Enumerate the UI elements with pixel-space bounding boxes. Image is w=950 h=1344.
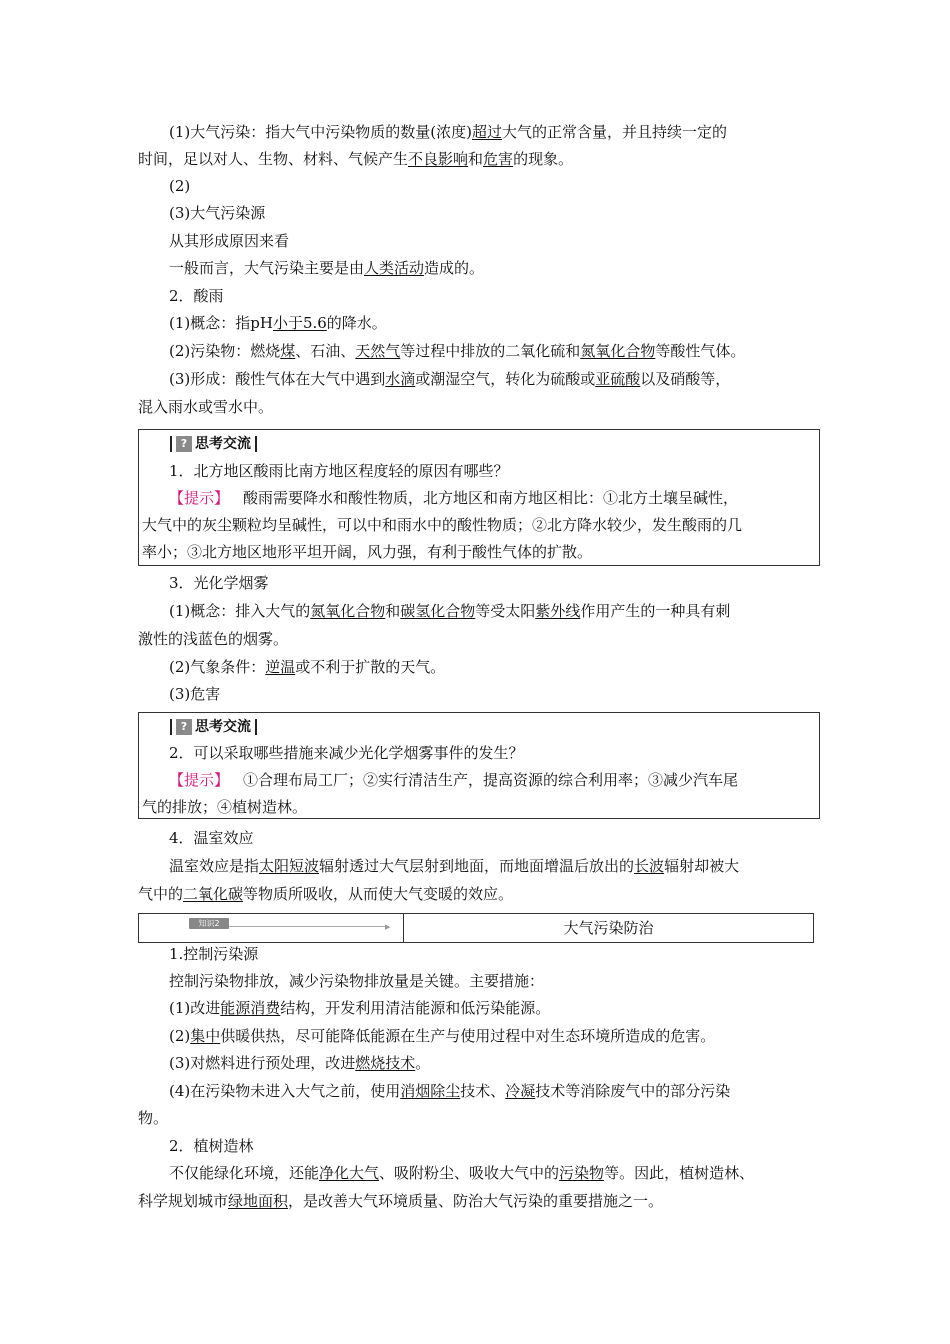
bar-icon xyxy=(255,719,257,735)
answer-blank: 二氧化碳 xyxy=(183,885,244,903)
question-icon: ? xyxy=(176,719,192,735)
paragraph-line: (3)对燃料进行预处理，改进燃烧技术。 xyxy=(169,1054,431,1072)
paragraph-line: (1)改进能源消费结构，开发利用清洁能源和低污染能源。 xyxy=(169,999,551,1017)
paragraph-line: 时间，足以对人、生物、材料、气候产生不良影响和危害的现象。 xyxy=(138,150,574,168)
section-heading-control-source: 1.控制污染源 xyxy=(169,945,259,963)
answer-blank: 氮氧化合物 xyxy=(310,602,386,620)
paragraph-line: (2)污染物：燃烧煤、石油、天然气等过程中排放的二氧化硫和氮氧化合物等酸性气体。 xyxy=(169,342,746,360)
section-heading-acid-rain: 2．酸雨 xyxy=(169,287,224,305)
answer-blank: 氮氧化合物 xyxy=(580,342,656,360)
box-header xyxy=(169,718,258,736)
paragraph-air-pollution-definition: (1)大气污染：指大气中污染物质的数量(浓度)超过大气的正常含量，并且持续一定的 xyxy=(169,123,727,141)
answer-blank: 集中 xyxy=(190,1027,221,1045)
knowledge-tag-cell xyxy=(139,914,404,942)
paragraph-line: 物。 xyxy=(138,1109,169,1127)
tip-label: 【提示】 xyxy=(169,489,230,507)
section-heading-afforestation: 2．植树造林 xyxy=(169,1137,254,1155)
question-1: 1．北方地区酸雨比南方地区程度轻的原因有哪些？ xyxy=(169,462,509,480)
paragraph-line: (1)概念：指pH小于5.6的降水。 xyxy=(169,314,387,332)
paragraph-line: 温室效应是指太阳短波辐射透过大气层射到地面，而地面增温后放出的长波辐射却被大 xyxy=(169,857,740,875)
answer-blank: 净化大气 xyxy=(319,1164,380,1182)
box-title: 思考交流 xyxy=(195,436,251,452)
tag-divider xyxy=(229,926,387,927)
paragraph-line: (3)危害 xyxy=(169,685,221,703)
paragraph-line: 不仅能绿化环境，还能净化大气、吸附粉尘、吸收大气中的污染物等。因此，植树造林、 xyxy=(169,1164,755,1182)
paragraph-item-2: (2) xyxy=(169,177,191,195)
answer-blank: 消烟除尘 xyxy=(400,1082,461,1100)
answer-blank: 紫外线 xyxy=(535,602,581,620)
answer-blank: 污染物 xyxy=(559,1164,605,1182)
section-heading-greenhouse-effect: 4．温室效应 xyxy=(169,829,254,847)
answer-blank: 天然气 xyxy=(355,342,401,360)
answer-blank: 逆温 xyxy=(265,658,296,676)
bar-icon xyxy=(170,719,172,735)
answer-blank: 不良影响 xyxy=(408,150,469,168)
paragraph-line: 控制污染物排放，减少污染物排放量是关键。主要措施： xyxy=(169,972,545,990)
question-icon: ? xyxy=(176,436,192,452)
answer-blank: 碳氢化合物 xyxy=(400,602,476,620)
question-2: 2．可以采取哪些措施来减少光化学烟雾事件的发生？ xyxy=(169,744,524,762)
answer-blank: 人类活动 xyxy=(364,259,425,277)
paragraph-line: (4)在污染物未进入大气之前，使用消烟除尘技术、冷凝技术等消除废气中的部分污染 xyxy=(169,1082,731,1100)
answer-blank: 燃烧技术 xyxy=(355,1054,416,1072)
answer-2-line: 气的排放；④植树造林。 xyxy=(142,798,308,816)
answer-blank: 小于5.6 xyxy=(272,314,327,332)
answer-blank: 煤 xyxy=(280,342,296,360)
answer-blank: 亚硫酸 xyxy=(595,370,641,388)
answer-1-line: 率小；③北方地区地形平坦开阔，风力强，有利于酸性气体的扩散。 xyxy=(142,543,593,561)
paragraph-line: (3)形成：酸性气体在大气中遇到水滴或潮湿空气，转化为硫酸或亚硫酸以及硝酸等， xyxy=(169,370,731,388)
bar-icon xyxy=(170,436,172,452)
answer-2-line: 【提示】 ①合理布局工厂；②实行清洁生产，提高资源的综合利用率；③减少汽车尾 xyxy=(169,771,739,789)
paragraph-line: (1)概念：排入大气的氮氧化合物和碳氢化合物等受太阳紫外线作用产生的一种具有刺 xyxy=(169,602,731,620)
paragraph-line: 从其形成原因来看 xyxy=(169,232,290,250)
answer-blank: 能源消费 xyxy=(220,999,281,1017)
knowledge-point-header-table xyxy=(138,913,814,943)
paragraph-pollution-source: (3)大气污染源 xyxy=(169,204,266,222)
answer-blank: 危害 xyxy=(483,150,514,168)
answer-blank: 绿地面积 xyxy=(228,1192,289,1210)
section-heading-photochemical-smog: 3．光化学烟雾 xyxy=(169,574,269,592)
answer-1-line: 【提示】 酸雨需要降水和酸性物质，北方地区和南方地区相比：①北方土壤呈碱性， xyxy=(169,489,739,507)
knowledge-tag: 知识2 xyxy=(189,918,229,929)
answer-1-line: 大气中的灰尘颗粒均呈碱性，可以中和雨水中的酸性物质；②北方降水较少，发生酸雨的几 xyxy=(142,516,743,534)
knowledge-title: 大气污染防治 xyxy=(563,919,654,937)
paragraph-line: 混入雨水或雪水中。 xyxy=(138,398,274,416)
answer-blank: 超过 xyxy=(471,123,502,141)
answer-blank: 冷凝 xyxy=(505,1082,536,1100)
bar-icon xyxy=(255,436,257,452)
answer-blank: 太阳短波 xyxy=(259,857,320,875)
paragraph-line: (2)集中供暖供热，尽可能降低能源在生产与使用过程中对生态环境所造成的危害。 xyxy=(169,1027,716,1045)
paragraph-line: (2)气象条件：逆温或不利于扩散的天气。 xyxy=(169,658,446,676)
paragraph-line: 一般而言，大气污染主要是由人类活动造成的。 xyxy=(169,259,485,277)
box-title: 思考交流 xyxy=(195,719,251,735)
box-header xyxy=(169,435,258,453)
answer-blank: 水滴 xyxy=(385,370,416,388)
arrow-right-icon: ▶ xyxy=(385,923,391,931)
answer-blank: 长波 xyxy=(634,857,665,875)
tip-label: 【提示】 xyxy=(169,771,230,789)
paragraph-line: 激性的浅蓝色的烟雾。 xyxy=(138,630,289,648)
paragraph-line: 气中的二氧化碳等物质所吸收，从而使大气变暖的效应。 xyxy=(138,885,514,903)
paragraph-line: 科学规划城市绿地面积，是改善大气环境质量、防治大气污染的重要措施之一。 xyxy=(138,1192,664,1210)
